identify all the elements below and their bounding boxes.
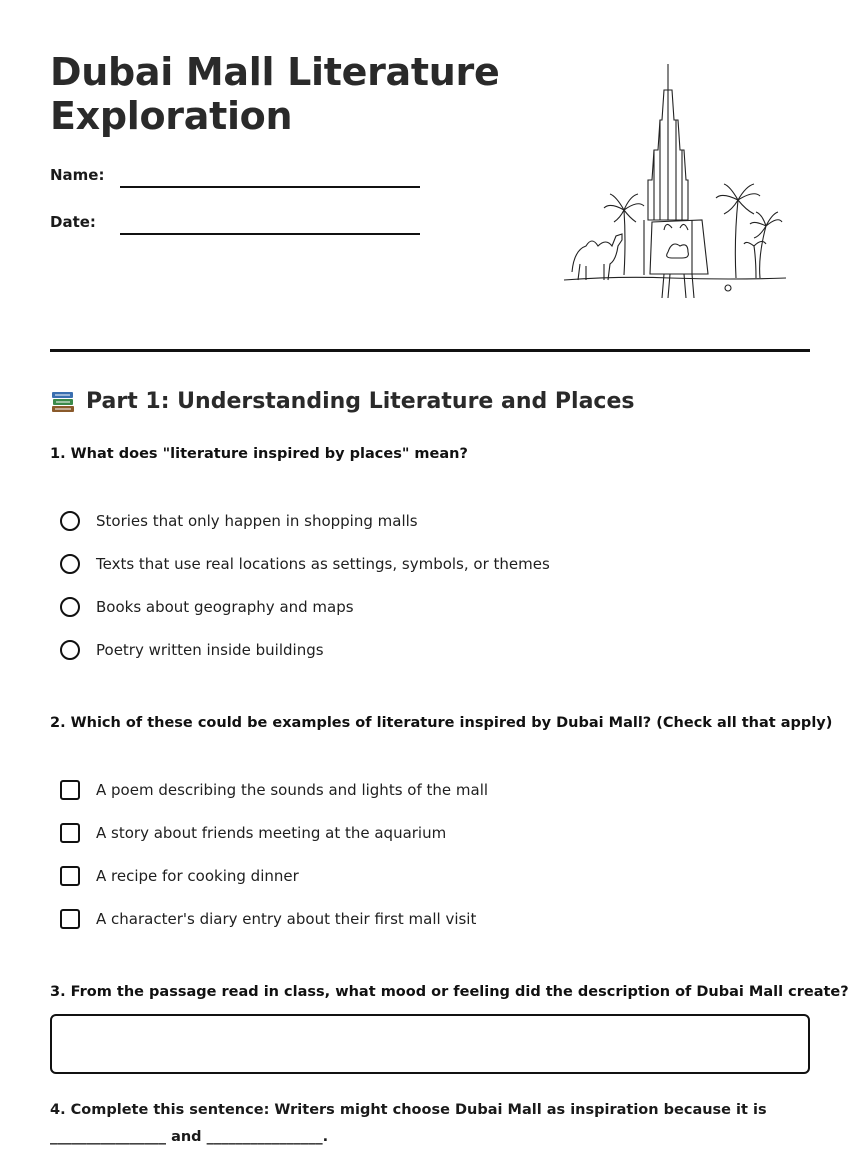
- question-1: 1. What does "literature inspired by places" mean?: [50, 446, 468, 462]
- q1-option-4[interactable]: [60, 640, 324, 660]
- name-label: Name:: [50, 166, 105, 184]
- date-label: Date:: [50, 213, 96, 231]
- option-label: Stories that only happen in shopping malls: [96, 512, 418, 530]
- q1-option-3[interactable]: [60, 597, 354, 617]
- radio-button[interactable]: [60, 511, 80, 531]
- q2-option-4[interactable]: [60, 909, 476, 929]
- header-divider: [50, 349, 810, 352]
- shopping-bag-icon: [650, 220, 708, 298]
- question-4: [50, 1097, 810, 1151]
- palm-tree-far-right-icon: [744, 212, 782, 278]
- checkbox[interactable]: [60, 780, 80, 800]
- part1-heading: [50, 389, 634, 414]
- name-input-line[interactable]: [120, 186, 420, 188]
- worksheet-title: Dubai Mall Literature Exploration: [50, 50, 500, 138]
- q4-and: and: [171, 1129, 202, 1145]
- option-label: A poem describing the sounds and lights of the mall: [96, 781, 489, 799]
- q4-period: .: [322, 1129, 329, 1145]
- option-label: Texts that use real locations as settings, symbols, or themes: [96, 555, 550, 573]
- camel-icon: [572, 234, 622, 280]
- q1-option-2[interactable]: [60, 554, 550, 574]
- q4-blank-2[interactable]: ________________: [206, 1129, 323, 1145]
- checkbox[interactable]: [60, 823, 80, 843]
- q4-prompt: 4. Complete this sentence: Writers might choose Dubai Mall as inspiration because it is: [50, 1102, 767, 1118]
- dubai-illustration: [560, 60, 790, 305]
- part1-title: Part 1: Understanding Literature and Places: [86, 389, 635, 414]
- books-icon: [50, 390, 76, 414]
- question-2: 2. Which of these could be examples of literature inspired by Dubai Mall? (Check all that apply): [50, 715, 833, 731]
- question-3: 3. From the passage read in class, what mood or feeling did the description of Dubai Mall create?: [50, 984, 849, 1000]
- palm-tree-left-icon: [604, 194, 644, 275]
- q2-option-3[interactable]: [60, 866, 299, 886]
- checkbox[interactable]: [60, 909, 80, 929]
- q1-option-1[interactable]: [60, 511, 418, 531]
- palm-tree-right-icon: [716, 184, 760, 278]
- option-label: Poetry written inside buildings: [96, 641, 324, 659]
- q4-blank-1[interactable]: ________________: [50, 1129, 166, 1145]
- q3-answer-box[interactable]: [50, 1014, 810, 1074]
- q2-option-1[interactable]: [60, 780, 488, 800]
- option-label: A recipe for cooking dinner: [96, 867, 299, 885]
- checkbox[interactable]: [60, 866, 80, 886]
- q2-option-2[interactable]: [60, 823, 446, 843]
- option-label: Books about geography and maps: [96, 598, 354, 616]
- option-label: A character's diary entry about their first mall visit: [96, 910, 477, 928]
- radio-button[interactable]: [60, 640, 80, 660]
- radio-button[interactable]: [60, 554, 80, 574]
- option-label: A story about friends meeting at the aquarium: [96, 824, 447, 842]
- radio-button[interactable]: [60, 597, 80, 617]
- date-input-line[interactable]: [120, 233, 420, 235]
